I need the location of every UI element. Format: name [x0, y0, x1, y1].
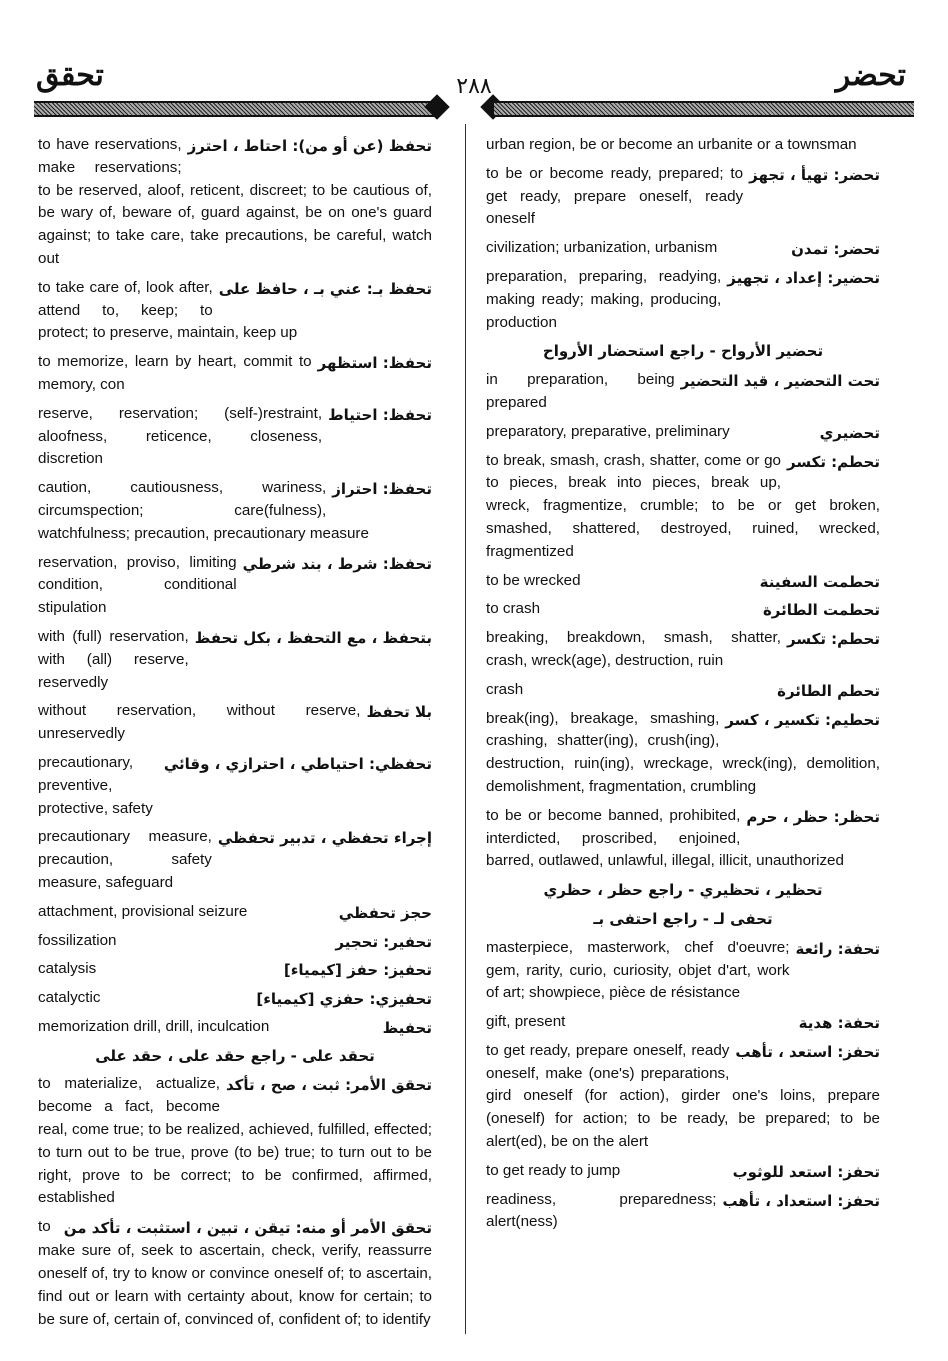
- arabic-headword: تحقق الأمر أو منه: تيقن ، تبين ، استثبت ، تأكد من: [63, 1219, 432, 1238]
- arabic-headword: تحفيز: حفز [كيمياء]: [283, 961, 432, 980]
- english-definition: preparatory, preparative, preliminary: [486, 422, 730, 440]
- arabic-headword: حجز تحفظي: [338, 903, 432, 922]
- english-definition: fossilization: [38, 931, 117, 949]
- dictionary-entry: [38, 1016, 432, 1039]
- arabic-headword: تحفظ: احتياط: [328, 405, 432, 424]
- arabic-headword: تحفظ: شرط ، بند شرطي: [242, 554, 432, 573]
- dictionary-entry: [486, 1040, 880, 1154]
- english-definition: catalysis: [38, 960, 97, 978]
- english-definition: reserve, reservation; (self-)restraint, aloofness, reticence, closeness, discretion: [38, 404, 323, 468]
- dictionary-entry: [38, 403, 432, 471]
- arabic-headword: تحطمت السفينة: [759, 572, 880, 591]
- dictionary-entry: [486, 1160, 880, 1183]
- arabic-headword: تحت التحضير ، قيد التحضير: [680, 372, 880, 391]
- page-number: ٢٨٨: [456, 74, 492, 99]
- arabic-headword: تحطمت الطائرة: [762, 601, 880, 620]
- english-definition: in preparation, being prepared: [486, 371, 675, 411]
- arabic-headword: تحطم الطائرة: [777, 681, 880, 700]
- dictionary-entry: [486, 266, 880, 334]
- english-definition: precautionary, preventive, protective, safety: [38, 753, 153, 817]
- arabic-headword: تحضر: تهيأ ، تجهز: [749, 165, 880, 184]
- arabic-headword: تحفظ (عن أو من): احتاط ، احترز: [187, 137, 432, 155]
- dictionary-entry: [486, 879, 880, 902]
- arabic-headword: تحفة: هدية: [798, 1014, 880, 1033]
- running-head-left: تحقق: [36, 58, 104, 93]
- english-definition: without reservation, without reserve, unreservedly: [38, 702, 361, 743]
- dictionary-entry: [486, 598, 880, 621]
- english-definition: to take care of, look after, attend to, keep; to protect; to preserve, maintain, keep up: [38, 278, 298, 342]
- arabic-headword: تحفظ بـ: عني بـ ، حافظ على: [218, 279, 432, 298]
- english-definition: civilization; urbanization, urbanism: [486, 239, 718, 257]
- arabic-headword: تحقد على - راجع حقد على ، حقد على: [95, 1046, 375, 1065]
- english-definition: with (full) reservation, with (all) reserve, reservedly: [38, 627, 189, 691]
- dictionary-entry: [486, 421, 880, 444]
- arabic-headword: تحظر: حظر ، حرم: [746, 807, 880, 826]
- english-definition: to crash: [486, 600, 541, 618]
- dictionary-entry: [486, 237, 880, 260]
- dictionary-entry: [38, 552, 432, 620]
- dictionary-entry: [38, 1216, 432, 1331]
- dictionary-entry: [38, 1073, 432, 1210]
- english-definition: to have reservations, make reservations; to be reserved, aloof, reticent, discreet; to be cautious of, be wary of, beware of, guard against, be on one's guard against; to take care, take precautions, be careful, watch out: [38, 136, 432, 267]
- dictionary-entry: [486, 708, 880, 799]
- english-definition: caution, cautiousness, wariness, circumspection; care(fulness), watchfulness; precaution, precautionary measure: [38, 479, 369, 542]
- english-definition: urban region, be or become an urbanite or a townsman: [486, 136, 857, 153]
- arabic-headword: تحفيظ: [382, 1018, 432, 1037]
- english-definition: break(ing), breakage, smashing, crashing, shatter(ing), crush(ing), destruction, ruin(ing), wreckage, wreck(ing), demolition, demolishment, fragmentation, crumbling: [486, 709, 880, 795]
- arabic-headword: تحضير: إعداد ، تجهيز: [727, 268, 880, 287]
- arabic-headword: إجراء تحفظي ، تدبير تحفظي: [217, 829, 432, 848]
- dictionary-entry: [38, 987, 432, 1010]
- dictionary-entry: [38, 700, 432, 746]
- dictionary-entry: [486, 340, 880, 363]
- dictionary-entry: [38, 134, 432, 271]
- arabic-headword: تحفظ: استظهر: [317, 354, 432, 373]
- dictionary-entry: [486, 627, 880, 673]
- dictionary-entry: [38, 626, 432, 694]
- english-definition: to break, smash, crash, shatter, come or go to pieces, break into pieces, break up, wreck, fragmentize, crumble; to be or get broken, smashed, shattered, destroyed, ruined, wrecked, fragmentized: [486, 451, 880, 560]
- dictionary-entry: [486, 134, 880, 157]
- dictionary-entry: [486, 1011, 880, 1034]
- arabic-headword: تحضر: تمدن: [791, 240, 880, 259]
- arabic-headword: بلا تحفظ: [366, 703, 432, 722]
- arabic-headword: بتحفظ ، مع التحفظ ، بكل تحفظ: [194, 628, 432, 647]
- english-definition: attachment, provisional seizure: [38, 902, 248, 920]
- english-definition: memorization drill, drill, inculcation: [38, 1017, 270, 1035]
- english-definition: breaking, breakdown, smash, shatter, crash, wreck(age), destruction, ruin: [486, 629, 781, 669]
- english-definition: to be wrecked: [486, 571, 581, 589]
- dictionary-entry: [486, 163, 880, 231]
- english-definition: to be or become banned, prohibited, interdicted, proscribed, enjoined, barred, outlawed, unlawful, illegal, illicit, unauthorized: [486, 806, 844, 870]
- dictionary-entry: [38, 1045, 432, 1068]
- english-definition: catalyctic: [38, 989, 101, 1007]
- right-column: [486, 134, 880, 1240]
- arabic-headword: تحفز: استعد ، تأهب: [735, 1042, 880, 1061]
- dictionary-entry: [38, 351, 432, 397]
- dictionary-entry: [38, 752, 432, 820]
- dictionary-entry: [486, 908, 880, 931]
- left-column: [38, 134, 432, 1337]
- arabic-headword: تحطيم: تكسير ، كسر: [725, 710, 880, 729]
- english-definition: crash: [486, 680, 524, 698]
- arabic-headword: تحقق الأمر: ثبت ، صح ، تأكد: [225, 1076, 432, 1095]
- column-divider: [465, 124, 466, 1334]
- dictionary-entry: [38, 958, 432, 981]
- dictionary-entry: [486, 369, 880, 415]
- arabic-headword: تحفيزي: حفزي [كيمياء]: [256, 990, 432, 1009]
- english-definition: to get ready, prepare oneself, ready oneself, make (one's) preparations, gird oneself (for action), girder one's loins, prepare (oneself) for action; to be ready, be prepared; to be alert(ed), be on the alert: [486, 1041, 880, 1151]
- arabic-headword: تحفى لـ - راجع احتفى بـ: [593, 909, 773, 928]
- english-definition: masterpiece, masterwork, chef d'oeuvre; gem, rarity, curio, curiosity, objet d'art, work of art; showpiece, pièce de résistance: [486, 938, 790, 1002]
- english-definition: to memorize, learn by heart, commit to memory, con: [38, 353, 312, 393]
- english-definition: readiness, preparedness; alert(ness): [486, 1190, 717, 1231]
- arabic-headword: تحفظ: احتراز: [332, 480, 432, 499]
- arabic-headword: تحفير: تحجير: [335, 932, 432, 951]
- arabic-headword: تحضيري: [819, 423, 880, 442]
- dictionary-entry: [486, 1189, 880, 1235]
- english-definition: precautionary measure, precaution, safety measure, safeguard: [38, 828, 212, 891]
- arabic-headword: تحطم: تكسر: [787, 630, 880, 649]
- dictionary-entry: [486, 805, 880, 873]
- arabic-headword: تحفز: استعداد ، تأهب: [722, 1191, 880, 1210]
- arabic-headword: تحظير ، تحظيري - راجع حظر ، حظري: [543, 881, 823, 900]
- english-definition: to materialize, actualize, become a fact, become real, come true; to be realized, achieved, fulfilled, effected; to turn out to be true, prove (to be) true; to turn out to be right, prove to be correct; to be confirmed, affirmed, established: [38, 1075, 432, 1207]
- arabic-headword: تحطم: تكسر: [787, 452, 880, 471]
- arabic-headword: تحفة: رائعة: [795, 939, 880, 958]
- english-definition: to be or become ready, prepared; to get ready, prepare oneself, ready oneself: [486, 164, 744, 228]
- english-definition: preparation, preparing, readying, making ready; making, producing, production: [486, 267, 722, 331]
- dictionary-entry: [486, 679, 880, 702]
- english-definition: reservation, proviso, limiting condition, conditional stipulation: [38, 553, 237, 617]
- arabic-headword: تحفز: استعد للوثوب: [732, 1162, 880, 1181]
- dictionary-entry: [486, 570, 880, 593]
- dictionary-entry: [38, 826, 432, 894]
- english-definition: gift, present: [486, 1013, 566, 1031]
- dictionary-entry: [38, 277, 432, 345]
- dictionary-entry: [486, 937, 880, 1005]
- arabic-headword: تحضير الأرواح - راجع استحضار الأرواح: [542, 342, 824, 361]
- english-definition: to make sure of, seek to ascertain, check, verify, reassurre oneself of, try to know or convince oneself of; to ascertain, find out or learn with certainty about, know for certain; to be sure of, certain of, convinced of, confident of; to identify: [38, 1218, 432, 1328]
- dictionary-entry: [38, 477, 432, 545]
- header-rule-right: [494, 101, 914, 117]
- dictionary-entry: [486, 450, 880, 564]
- english-definition: to get ready to jump: [486, 1161, 621, 1179]
- running-head-right: تحضر: [835, 58, 906, 93]
- dictionary-entry: [38, 930, 432, 953]
- dictionary-entry: [38, 901, 432, 924]
- header-rule-left: [34, 101, 434, 117]
- arabic-headword: تحفظي: احتياطي ، احترازي ، وقائي: [163, 754, 432, 773]
